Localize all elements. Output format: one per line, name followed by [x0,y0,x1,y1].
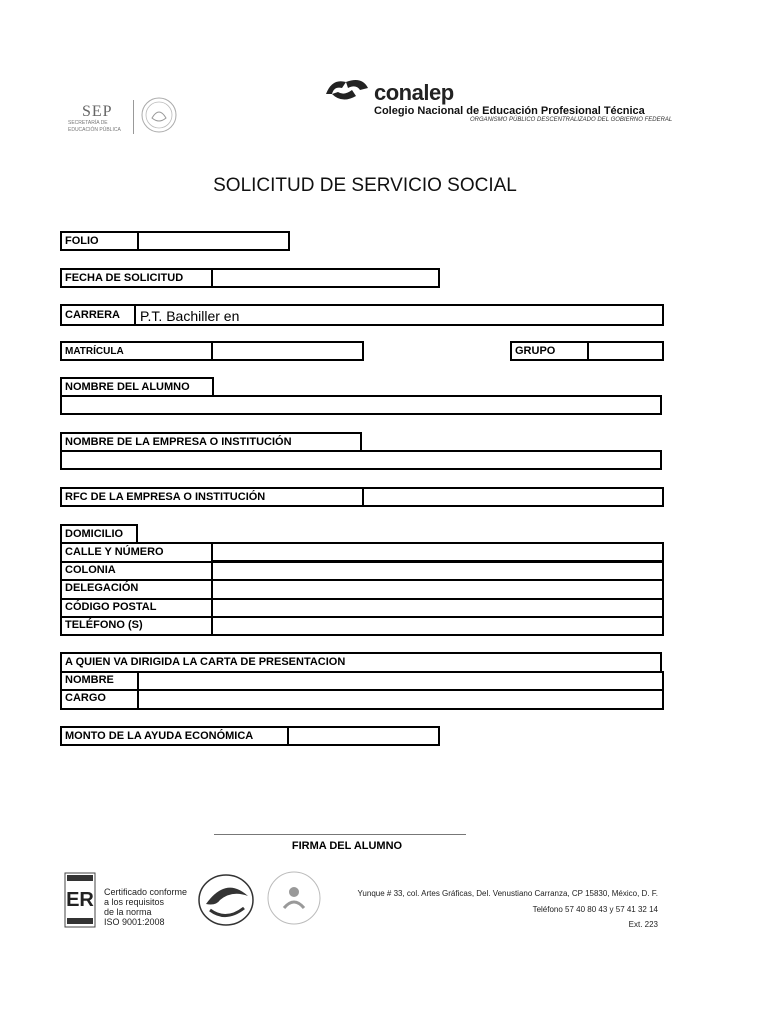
quality-seal-icon [196,870,256,928]
sep-logo-subtitle-2: EDUCACIÓN PÚBLICA [68,127,121,133]
cert-line-3: de la norma [104,907,152,917]
logo-divider [133,100,134,134]
folio-label: FOLIO [65,235,99,247]
colonia-label: COLONIA [65,564,116,576]
svg-text:ER: ER [66,889,94,911]
rfc-row [60,487,662,507]
conalep-logo-icon [322,74,372,108]
conalep-full-name: Colegio Nacional de Educación Profesional Técnica [374,105,645,117]
cert-line-2: a los requisitos [104,897,165,907]
grupo-label: GRUPO [515,345,556,357]
conalep-subtitle: ORGANISMO PÚBLICO DESCENTRALIZADO DEL GOBIERNO FEDERAL [470,117,673,123]
nombre-alumno-label: NOMBRE DEL ALUMNO [65,381,190,393]
calle-field[interactable] [211,542,664,562]
sep-logo-text: SEP [82,103,113,120]
folio-row [60,231,288,251]
monto-label: MONTO DE LA AYUDA ECONÓMICA [65,730,254,742]
carta-cargo-label: CARGO [65,692,106,704]
carrera-label: CARRERA [65,309,120,321]
footer-address: Yunque # 33, col. Artes Gráficas, Del. Venustiano Carranza, CP 15830, México, D. F. [357,889,658,898]
monto-field[interactable] [287,726,440,746]
footer-ext: Ext. 223 [628,920,658,929]
colonia-field[interactable] [211,561,664,581]
rfc-field[interactable] [362,487,664,507]
signature-line[interactable] [214,834,466,835]
cert-line-4: ISO 9001:2008 [104,917,165,927]
fecha-label: FECHA DE SOLICITUD [65,272,184,284]
grupo-row [510,341,662,361]
calle-label: CALLE Y NÚMERO [65,546,164,558]
mexico-seal-icon [140,96,178,134]
ema-certification-logo-icon [64,872,96,928]
nombre-alumno-header [60,377,214,397]
cert-line-1: Certificado conforme [104,887,188,897]
sep-logo-subtitle-1: SECRETARÍA DE [68,120,108,126]
footer-phone: Teléfono 57 40 80 43 y 57 41 32 14 [532,905,658,914]
cp-label: CÓDIGO POSTAL [65,601,157,613]
igualdad-laboral-logo-icon [262,868,326,928]
monto-row [60,726,438,746]
delegacion-label: DELEGACIÓN [65,582,139,594]
carrera-field[interactable]: P.T. Bachiller en [134,304,664,326]
carta-table [60,652,662,710]
carta-cargo-field[interactable] [137,689,664,710]
carta-nombre-label: NOMBRE [65,674,114,686]
domicilio-label: DOMICILIO [65,528,124,540]
empresa-field[interactable] [60,450,662,470]
rfc-label: RFC DE LA EMPRESA O INSTITUCIÓN [65,491,266,503]
nombre-alumno-field[interactable] [60,395,662,415]
page-title: SOLICITUD DE SERVICIO SOCIAL [213,175,517,196]
signature-label: FIRMA DEL ALUMNO [291,840,403,852]
telefono-field[interactable] [211,616,664,636]
carta-label: A QUIEN VA DIRIGIDA LA CARTA DE PRESENTACION [65,656,346,668]
fecha-field[interactable] [211,268,440,288]
matricula-field[interactable] [211,341,364,361]
conalep-name: conalep [374,80,454,105]
telefono-label: TELÉFONO (S) [65,619,143,631]
domicilio-header [60,524,138,544]
carta-nombre-field[interactable] [137,671,664,691]
matricula-label: MATRÍCULA [65,346,124,357]
domicilio-table [60,542,662,636]
grupo-field[interactable] [587,341,664,361]
empresa-label: NOMBRE DE LA EMPRESA O INSTITUCIÓN [65,436,292,448]
matricula-row [60,341,362,361]
fecha-row [60,268,438,288]
delegacion-field[interactable] [211,579,664,600]
empresa-header [60,432,362,452]
cp-field[interactable] [211,598,664,618]
folio-field[interactable] [137,231,290,251]
carrera-row [60,304,662,326]
